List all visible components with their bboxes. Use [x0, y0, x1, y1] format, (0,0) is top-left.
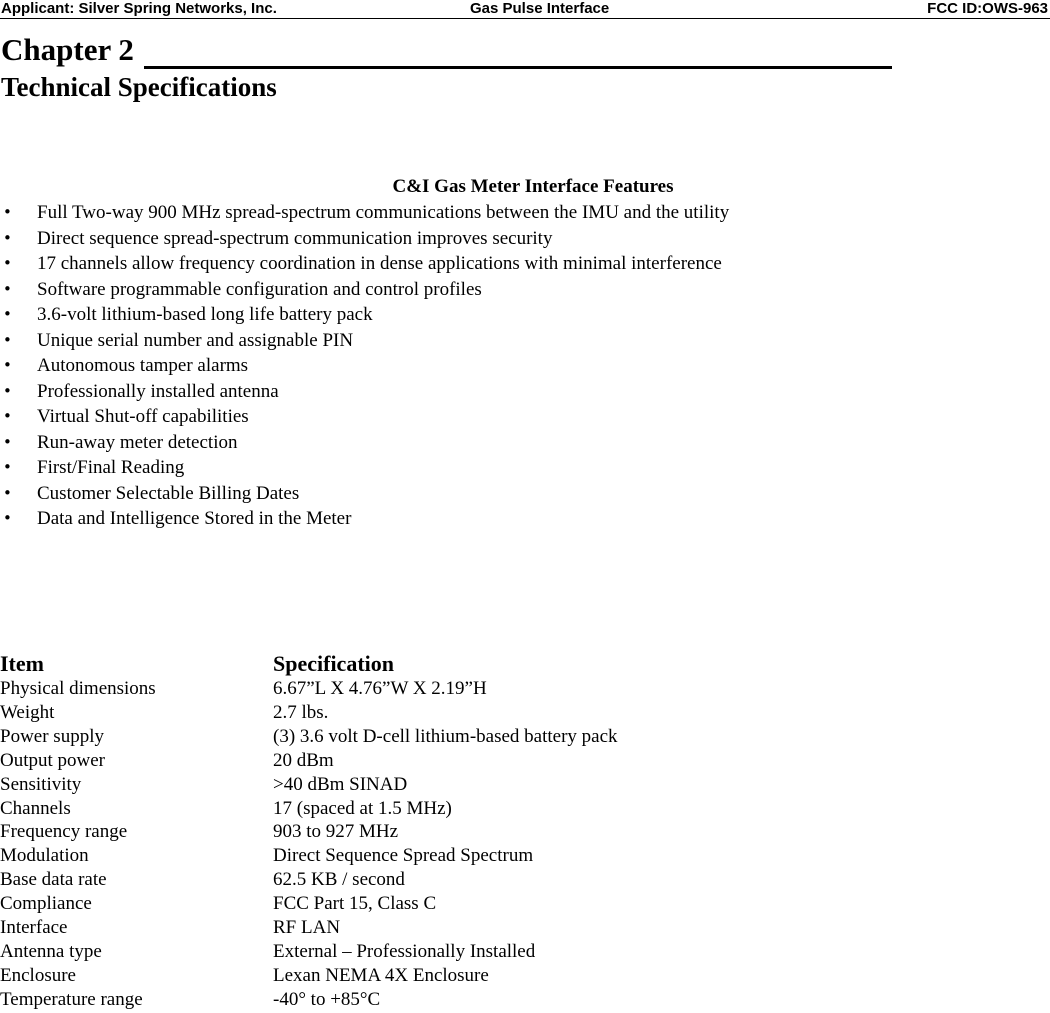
features-heading: C&I Gas Meter Interface Features	[392, 176, 674, 197]
spec-item: Channels	[0, 797, 71, 819]
feature-text: Full Two-way 900 MHz spread-spectrum communications between the IMU and the utility	[37, 202, 730, 223]
bullet-icon: •	[3, 407, 12, 425]
bullet-icon: •	[3, 254, 12, 272]
bullet-icon: •	[3, 432, 12, 451]
table-row	[0, 844, 618, 868]
bullet-icon: •	[3, 305, 12, 323]
spec-item: Physical dimensions	[0, 678, 156, 699]
spec-item: Base data rate	[0, 869, 107, 891]
table-row	[0, 988, 618, 1012]
table-row	[0, 773, 618, 797]
feature-text: Virtual Shut-off capabilities	[37, 406, 249, 427]
list-item	[0, 379, 729, 405]
spec-item: Enclosure	[0, 964, 76, 986]
feature-text: Data and Intelligence Stored in the Meter	[37, 508, 352, 529]
spec-value: 62.5 KB / second	[273, 869, 405, 891]
spec-value: 2.7 lbs.	[273, 701, 329, 723]
table-row	[0, 964, 618, 988]
table-row	[0, 749, 618, 773]
table-row	[0, 725, 618, 749]
list-item	[0, 328, 729, 354]
spec-item: Antenna type	[0, 940, 102, 962]
list-item	[0, 430, 729, 456]
spec-item: Weight	[0, 701, 55, 723]
spec-value: (3) 3.6 volt D-cell lithium-based battery pack	[273, 725, 618, 747]
features-list	[0, 200, 729, 532]
spec-value: -40° to +85°C	[273, 988, 381, 1010]
list-item	[0, 226, 729, 252]
list-item	[0, 506, 729, 532]
feature-text: Direct sequence spread-spectrum communication improves security	[37, 227, 553, 249]
feature-text: Unique serial number and assignable PIN	[37, 329, 354, 351]
column-header-specification: Specification	[273, 651, 394, 676]
spec-value: >40 dBm SINAD	[273, 773, 408, 795]
list-item	[0, 455, 729, 481]
spec-value: Lexan NEMA 4X Enclosure	[273, 964, 489, 986]
spec-item: Power supply	[0, 725, 104, 747]
header-fcc-id: FCC ID:OWS-963	[927, 0, 1048, 17]
table-row	[0, 797, 618, 821]
spec-item: Interface	[0, 917, 68, 939]
feature-text: 17 channels allow frequency coordination in dense applications with minimal interference	[37, 253, 722, 274]
spec-value: 903 to 927 MHz	[273, 821, 399, 843]
spec-value: Direct Sequence Spread Spectrum	[273, 845, 534, 867]
specifications-table	[0, 651, 618, 1012]
bullet-icon: •	[3, 483, 12, 502]
table-header-row	[0, 651, 618, 677]
table-row	[0, 916, 618, 940]
list-item	[0, 302, 729, 328]
spec-item: Compliance	[0, 893, 92, 915]
list-item	[0, 481, 729, 507]
table-row	[0, 677, 618, 701]
feature-text: Software programmable configuration and control profiles	[37, 278, 482, 300]
header-applicant: Applicant: Silver Spring Networks, Inc.	[1, 0, 277, 17]
bullet-icon: •	[3, 381, 12, 400]
bullet-icon: •	[3, 279, 12, 298]
bullet-icon: •	[3, 203, 12, 221]
table-row	[0, 940, 618, 964]
spec-value: External – Professionally Installed	[273, 940, 536, 962]
bullet-icon: •	[3, 356, 12, 374]
spec-item: Frequency range	[0, 821, 128, 843]
list-item	[0, 404, 729, 430]
spec-value: 6.67”L X 4.76”W X 2.19”H	[273, 678, 487, 699]
bullet-icon: •	[3, 509, 12, 527]
list-item	[0, 353, 729, 379]
list-item	[0, 251, 729, 277]
spec-item: Modulation	[0, 845, 89, 867]
chapter-label: Chapter 2	[1, 32, 134, 67]
feature-text: 3.6-volt lithium-based long life battery pack	[37, 304, 373, 325]
page-header	[0, 0, 1050, 19]
list-item	[0, 277, 729, 303]
feature-text: First/Final Reading	[37, 457, 185, 478]
list-item	[0, 200, 729, 226]
bullet-icon: •	[3, 330, 12, 349]
spec-value: 17 (spaced at 1.5 MHz)	[273, 797, 452, 819]
bullet-icon: •	[3, 228, 12, 247]
feature-text: Run-away meter detection	[37, 431, 238, 453]
table-row	[0, 820, 618, 844]
feature-text: Professionally installed antenna	[37, 380, 279, 402]
spec-item: Temperature range	[0, 988, 143, 1010]
spec-value: 20 dBm	[273, 749, 334, 771]
spec-item: Output power	[0, 749, 106, 771]
spec-item: Sensitivity	[0, 773, 82, 795]
table-row	[0, 701, 618, 725]
feature-text: Customer Selectable Billing Dates	[37, 482, 300, 504]
table-row	[0, 892, 618, 916]
spec-value: RF LAN	[273, 917, 341, 939]
bullet-icon: •	[3, 458, 12, 476]
table-row	[0, 868, 618, 892]
feature-text: Autonomous tamper alarms	[37, 355, 249, 376]
spec-value: FCC Part 15, Class C	[273, 893, 437, 915]
column-header-item: Item	[0, 651, 44, 676]
header-product: Gas Pulse Interface	[470, 0, 610, 17]
chapter-title: Technical Specifications	[1, 72, 277, 102]
